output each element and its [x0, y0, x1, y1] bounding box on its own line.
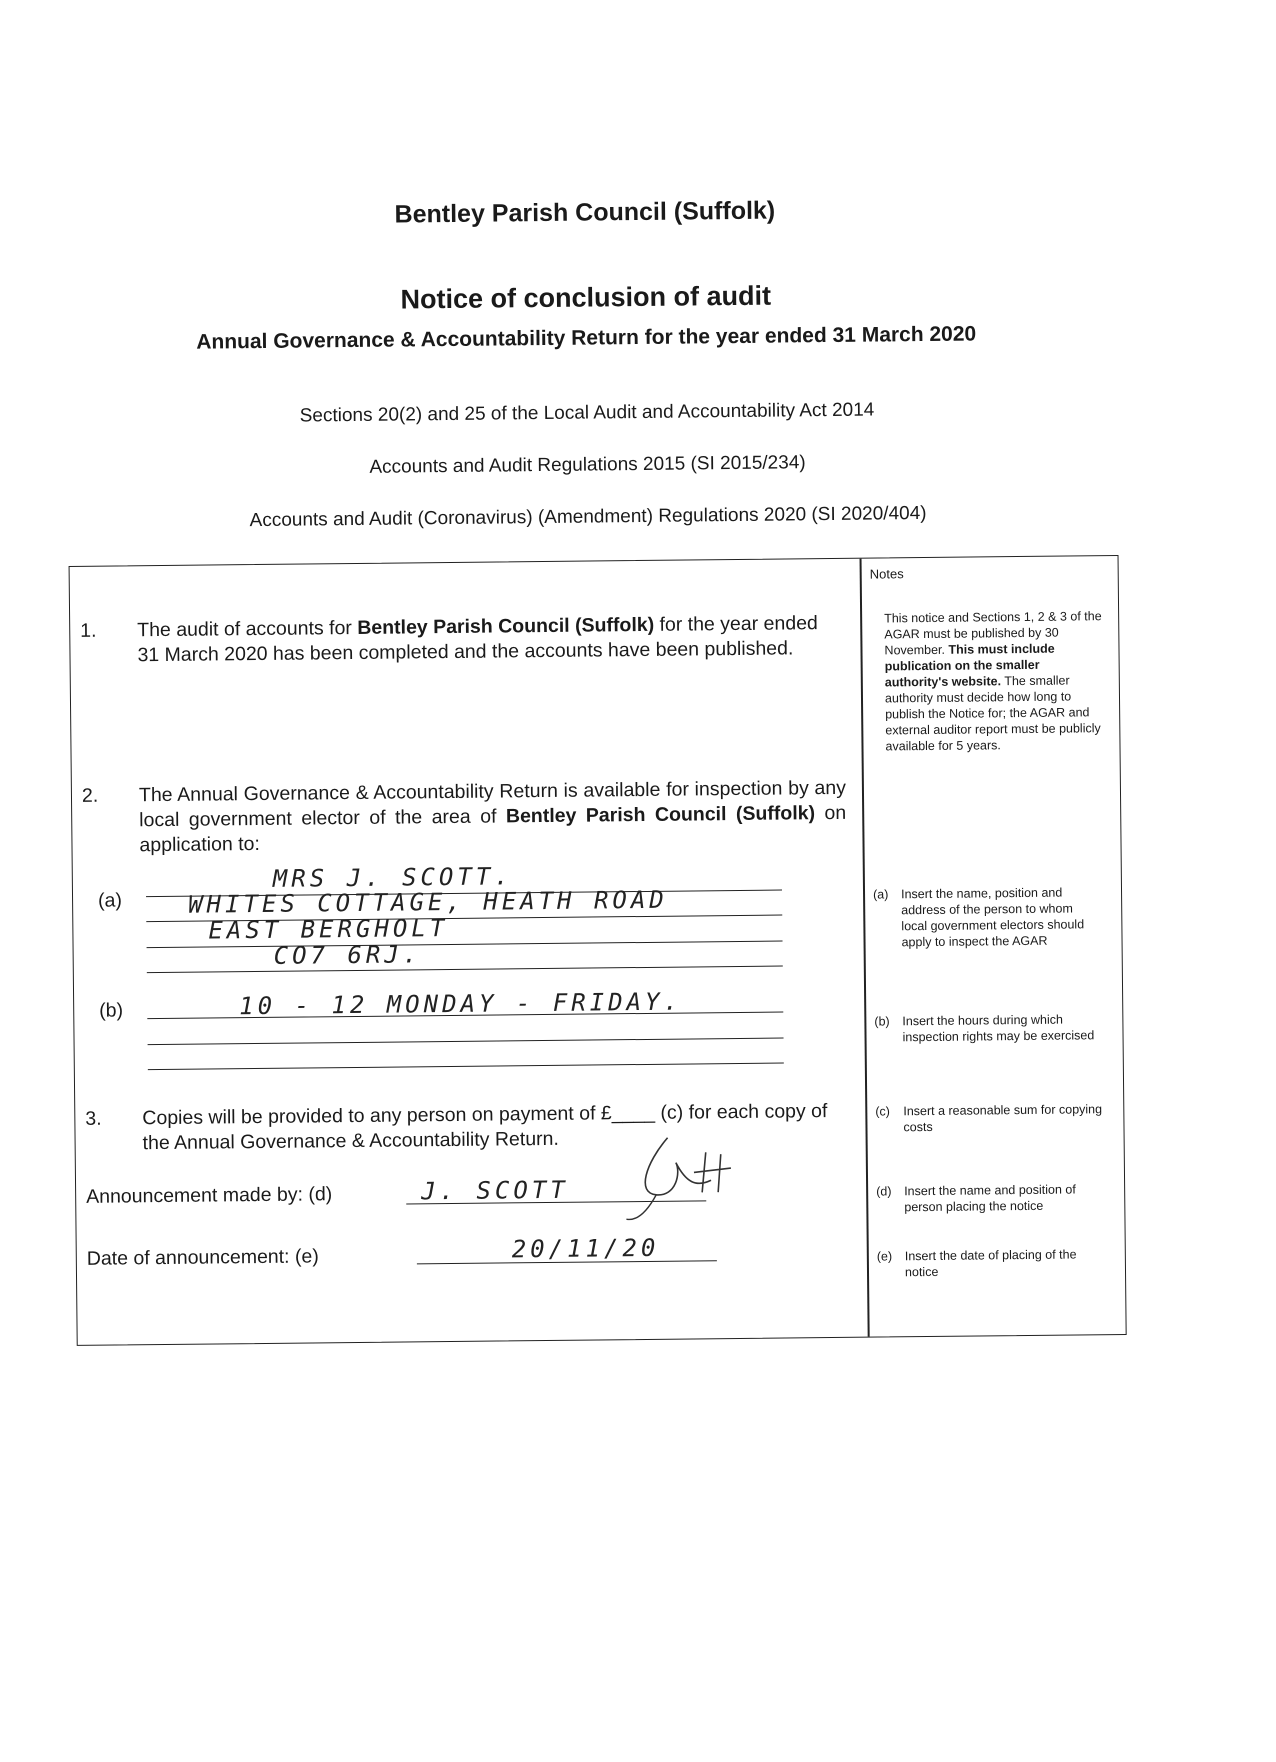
council-name-bold: Bentley Parish Council (Suffolk) — [505, 802, 816, 828]
field-b-line-3 — [148, 1063, 784, 1071]
notice-title: Notice of conclusion of audit — [400, 280, 772, 315]
statute-line-3: Accounts and Audit (Coronavirus) (Amendment) Regulations 2020 (SI 2020/404) — [249, 502, 927, 532]
section-3-text: Copies will be provided to any person on payment of £____ (c) for each copy of the Annual Governance & Accountability Return. — [142, 1100, 828, 1155]
section-1 — [70, 611, 861, 699]
handwritten-announcer: J. SCOTT — [420, 1175, 569, 1206]
field-a-label: (a) — [97, 889, 123, 912]
field-a-line-4 — [147, 966, 783, 974]
section-3 — [75, 1099, 866, 1167]
handwritten-address-1: WHITES COTTAGE, HEATH ROAD — [187, 885, 668, 919]
notice-box — [69, 555, 1127, 1346]
statute-line-1: Sections 20(2) and 25 of the Local Audit and Accountability Act 2014 — [299, 399, 875, 427]
section-1-number: 1. — [80, 619, 97, 642]
note-b: (b) Insert the hours during which inspection rights may be exercised — [874, 1012, 1095, 1045]
field-b-label: (b) — [99, 999, 124, 1022]
note-d: (d) Insert the name and position of person placing the notice — [876, 1182, 1076, 1215]
handwritten-date: 20/11/20 — [511, 1233, 660, 1264]
notes-title: Notes — [869, 566, 904, 582]
announcement-label: Announcement made by: (d) — [86, 1183, 333, 1208]
handwritten-address-2: EAST BERGHOLT — [208, 914, 449, 945]
section-3-number: 3. — [85, 1107, 102, 1130]
return-title: Annual Governance & Accountability Return for the year ended 31 March 2020 — [196, 322, 977, 354]
note-e: (e) Insert the date of placing of the notice — [876, 1247, 1077, 1280]
handwritten-hours: 10 - 12 MONDAY - FRIDAY. — [239, 987, 683, 1021]
signature-icon — [606, 1132, 747, 1223]
council-title: Bentley Parish Council (Suffolk) — [394, 196, 776, 229]
field-b-line-2 — [148, 1038, 784, 1046]
section-2 — [72, 776, 863, 864]
council-name-bold: Bentley Parish Council (Suffolk) — [357, 613, 655, 639]
section-1-text: The audit of accounts for Bentley Parish Council (Suffolk) for the year ended 31 March 2020 has been completed and the accounts have been published. — [137, 612, 818, 667]
notes-main: This notice and Sections 1, 2 & 3 of the AGAR must be published by 30 November. This must include publication on the smaller authority's website. The smaller authority must decide how long to publish the Notice for; the AGAR and external auditor report must be publicly available for 5 years. — [884, 609, 1102, 754]
date-label: Date of announcement: (e) — [86, 1245, 319, 1270]
section-2-text: The Annual Governance & Accountability Return is available for inspection by any local government elector of the area of Bentley Parish Council (Suffolk) on application to: — [138, 776, 847, 857]
handwritten-postcode: CO7 6RJ. — [273, 940, 422, 970]
statute-line-2: Accounts and Audit Regulations 2015 (SI 2015/234) — [369, 452, 806, 478]
note-c: (c) Insert a reasonable sum for copying costs — [875, 1102, 1103, 1135]
column-divider — [860, 559, 870, 1337]
handwritten-name: MRS J. SCOTT. — [272, 862, 513, 893]
note-a: (a) Insert the name, position and address of the person to whom local government electors should apply to inspect the AGAR — [872, 885, 1085, 950]
section-2-number: 2. — [81, 784, 99, 807]
